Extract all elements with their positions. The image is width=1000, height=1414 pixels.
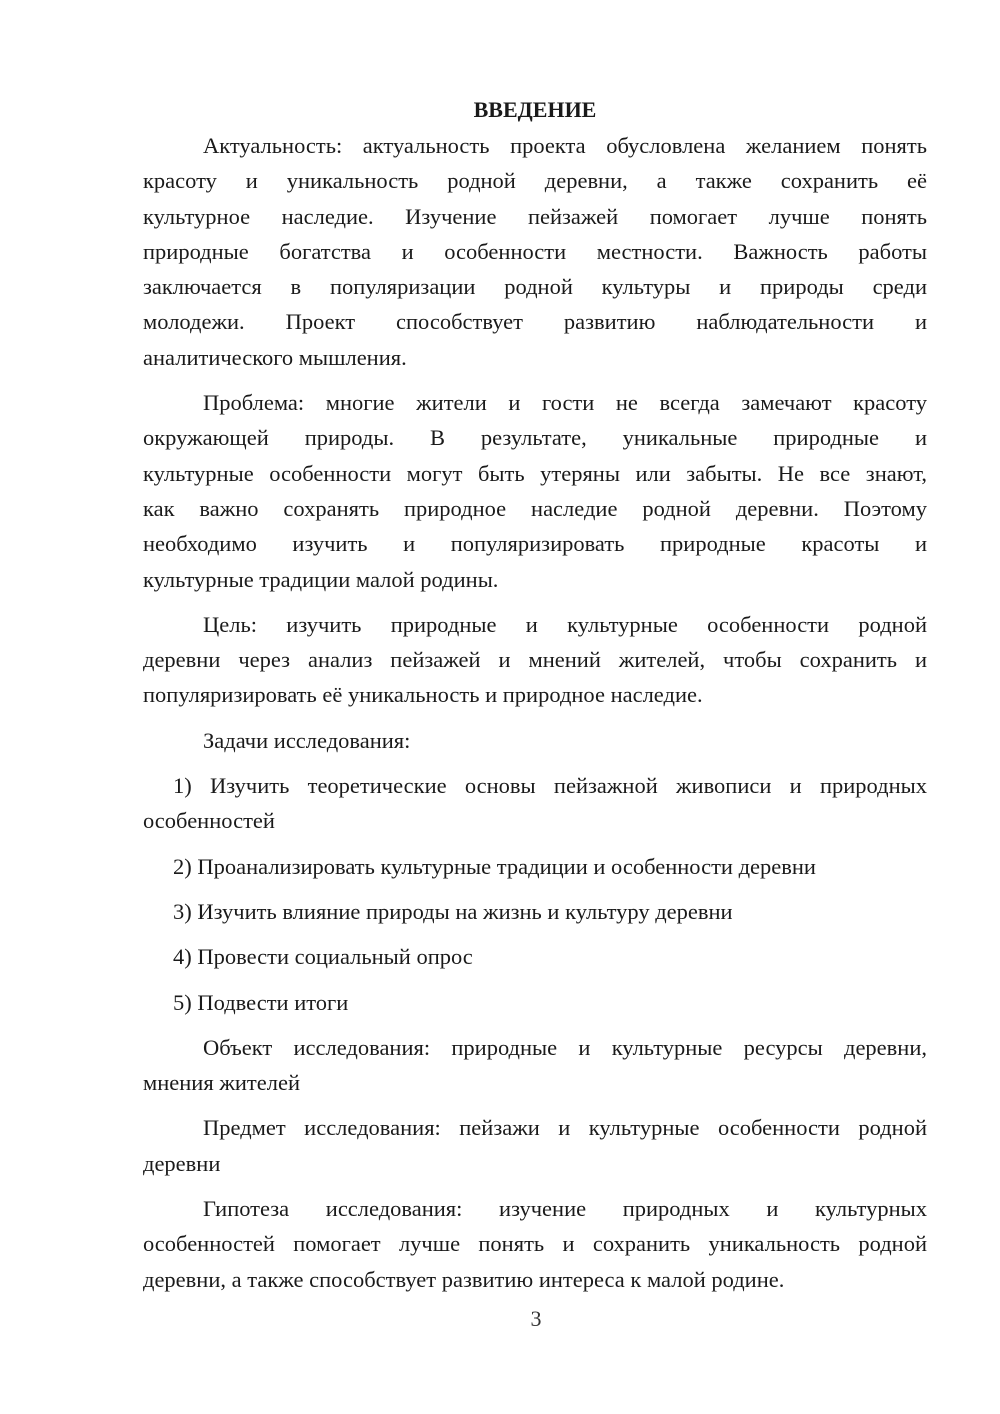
- text-line: Цель: изучить природные и культурные особенности родной: [203, 611, 927, 637]
- text-line: красоту и уникальность родной деревни, а также сохранить её: [143, 168, 927, 194]
- text-line: Актуальность: актуальность проекта обусловлена желанием понять: [203, 133, 927, 158]
- text-line: деревни, а также способствует развитию интереса к малой родине.: [143, 1266, 785, 1292]
- text-line: культурные традиции малой родины.: [143, 566, 499, 592]
- text-line: культурные особенности могут быть утеряны или забыты. Не все знают,: [143, 460, 927, 486]
- list-item: [143, 768, 927, 839]
- list-item: 5) Подвести итоги: [173, 989, 349, 1015]
- paragraph-relevance: [143, 128, 927, 375]
- text-line: заключается в популяризации родной культуры и природы среди: [143, 274, 927, 300]
- list-item: 2) Проанализировать культурные традиции и особенности деревни: [173, 853, 816, 879]
- text-line: мнения жителей: [143, 1070, 300, 1096]
- list-item: 4) Провести социальный опрос: [173, 944, 473, 970]
- page-content: [143, 94, 927, 1297]
- text-line: природные богатства и особенности местности. Важность работы: [143, 238, 927, 264]
- list-item: 3) Изучить влияние природы на жизнь и культуру деревни: [173, 898, 733, 924]
- paragraph-object: [143, 1030, 927, 1101]
- text-line: Объект исследования: природные и культурные ресурсы деревни,: [203, 1034, 927, 1060]
- task-list: [143, 768, 927, 1020]
- text-line: аналитического мышления.: [143, 344, 407, 370]
- text-line: деревни: [143, 1150, 221, 1176]
- text-line: окружающей природы. В результате, уникальные природные и: [143, 425, 927, 451]
- paragraph-goal: [143, 607, 927, 713]
- section-heading: ВВЕДЕНИЕ: [473, 97, 597, 122]
- text-line: особенностей помогает лучше понять и сохранить уникальность родной: [143, 1231, 927, 1257]
- text-line: деревни через анализ пейзажей и мнений жителей, чтобы сохранить и: [143, 647, 927, 673]
- page-number: 3: [530, 1306, 542, 1331]
- text-line: популяризировать её уникальность и природное наследие.: [143, 682, 703, 708]
- text-line: культурное наследие. Изучение пейзажей помогает лучше понять: [143, 203, 927, 229]
- text-line: 1) Изучить теоретические основы пейзажной живописи и природных: [173, 773, 927, 799]
- text-line: Предмет исследования: пейзажи и культурные особенности родной: [203, 1115, 927, 1141]
- paragraph-problem: [143, 385, 927, 597]
- paragraph-subject: [143, 1110, 927, 1181]
- text-line: необходимо изучить и популяризировать природные красоты и: [143, 531, 927, 557]
- text-line: как важно сохранять природное наследие родной деревни. Поэтому: [143, 495, 927, 521]
- text-line: Проблема: многие жители и гости не всегда замечают красоту: [203, 390, 927, 416]
- text-line: Гипотеза исследования: изучение природных и культурных: [203, 1196, 927, 1222]
- text-line: молодежи. Проект способствует развитию наблюдательности и: [143, 309, 927, 335]
- tasks-heading: Задачи исследования:: [203, 727, 411, 753]
- paragraph-hypothesis: [143, 1191, 927, 1297]
- text-line: особенностей: [143, 808, 275, 834]
